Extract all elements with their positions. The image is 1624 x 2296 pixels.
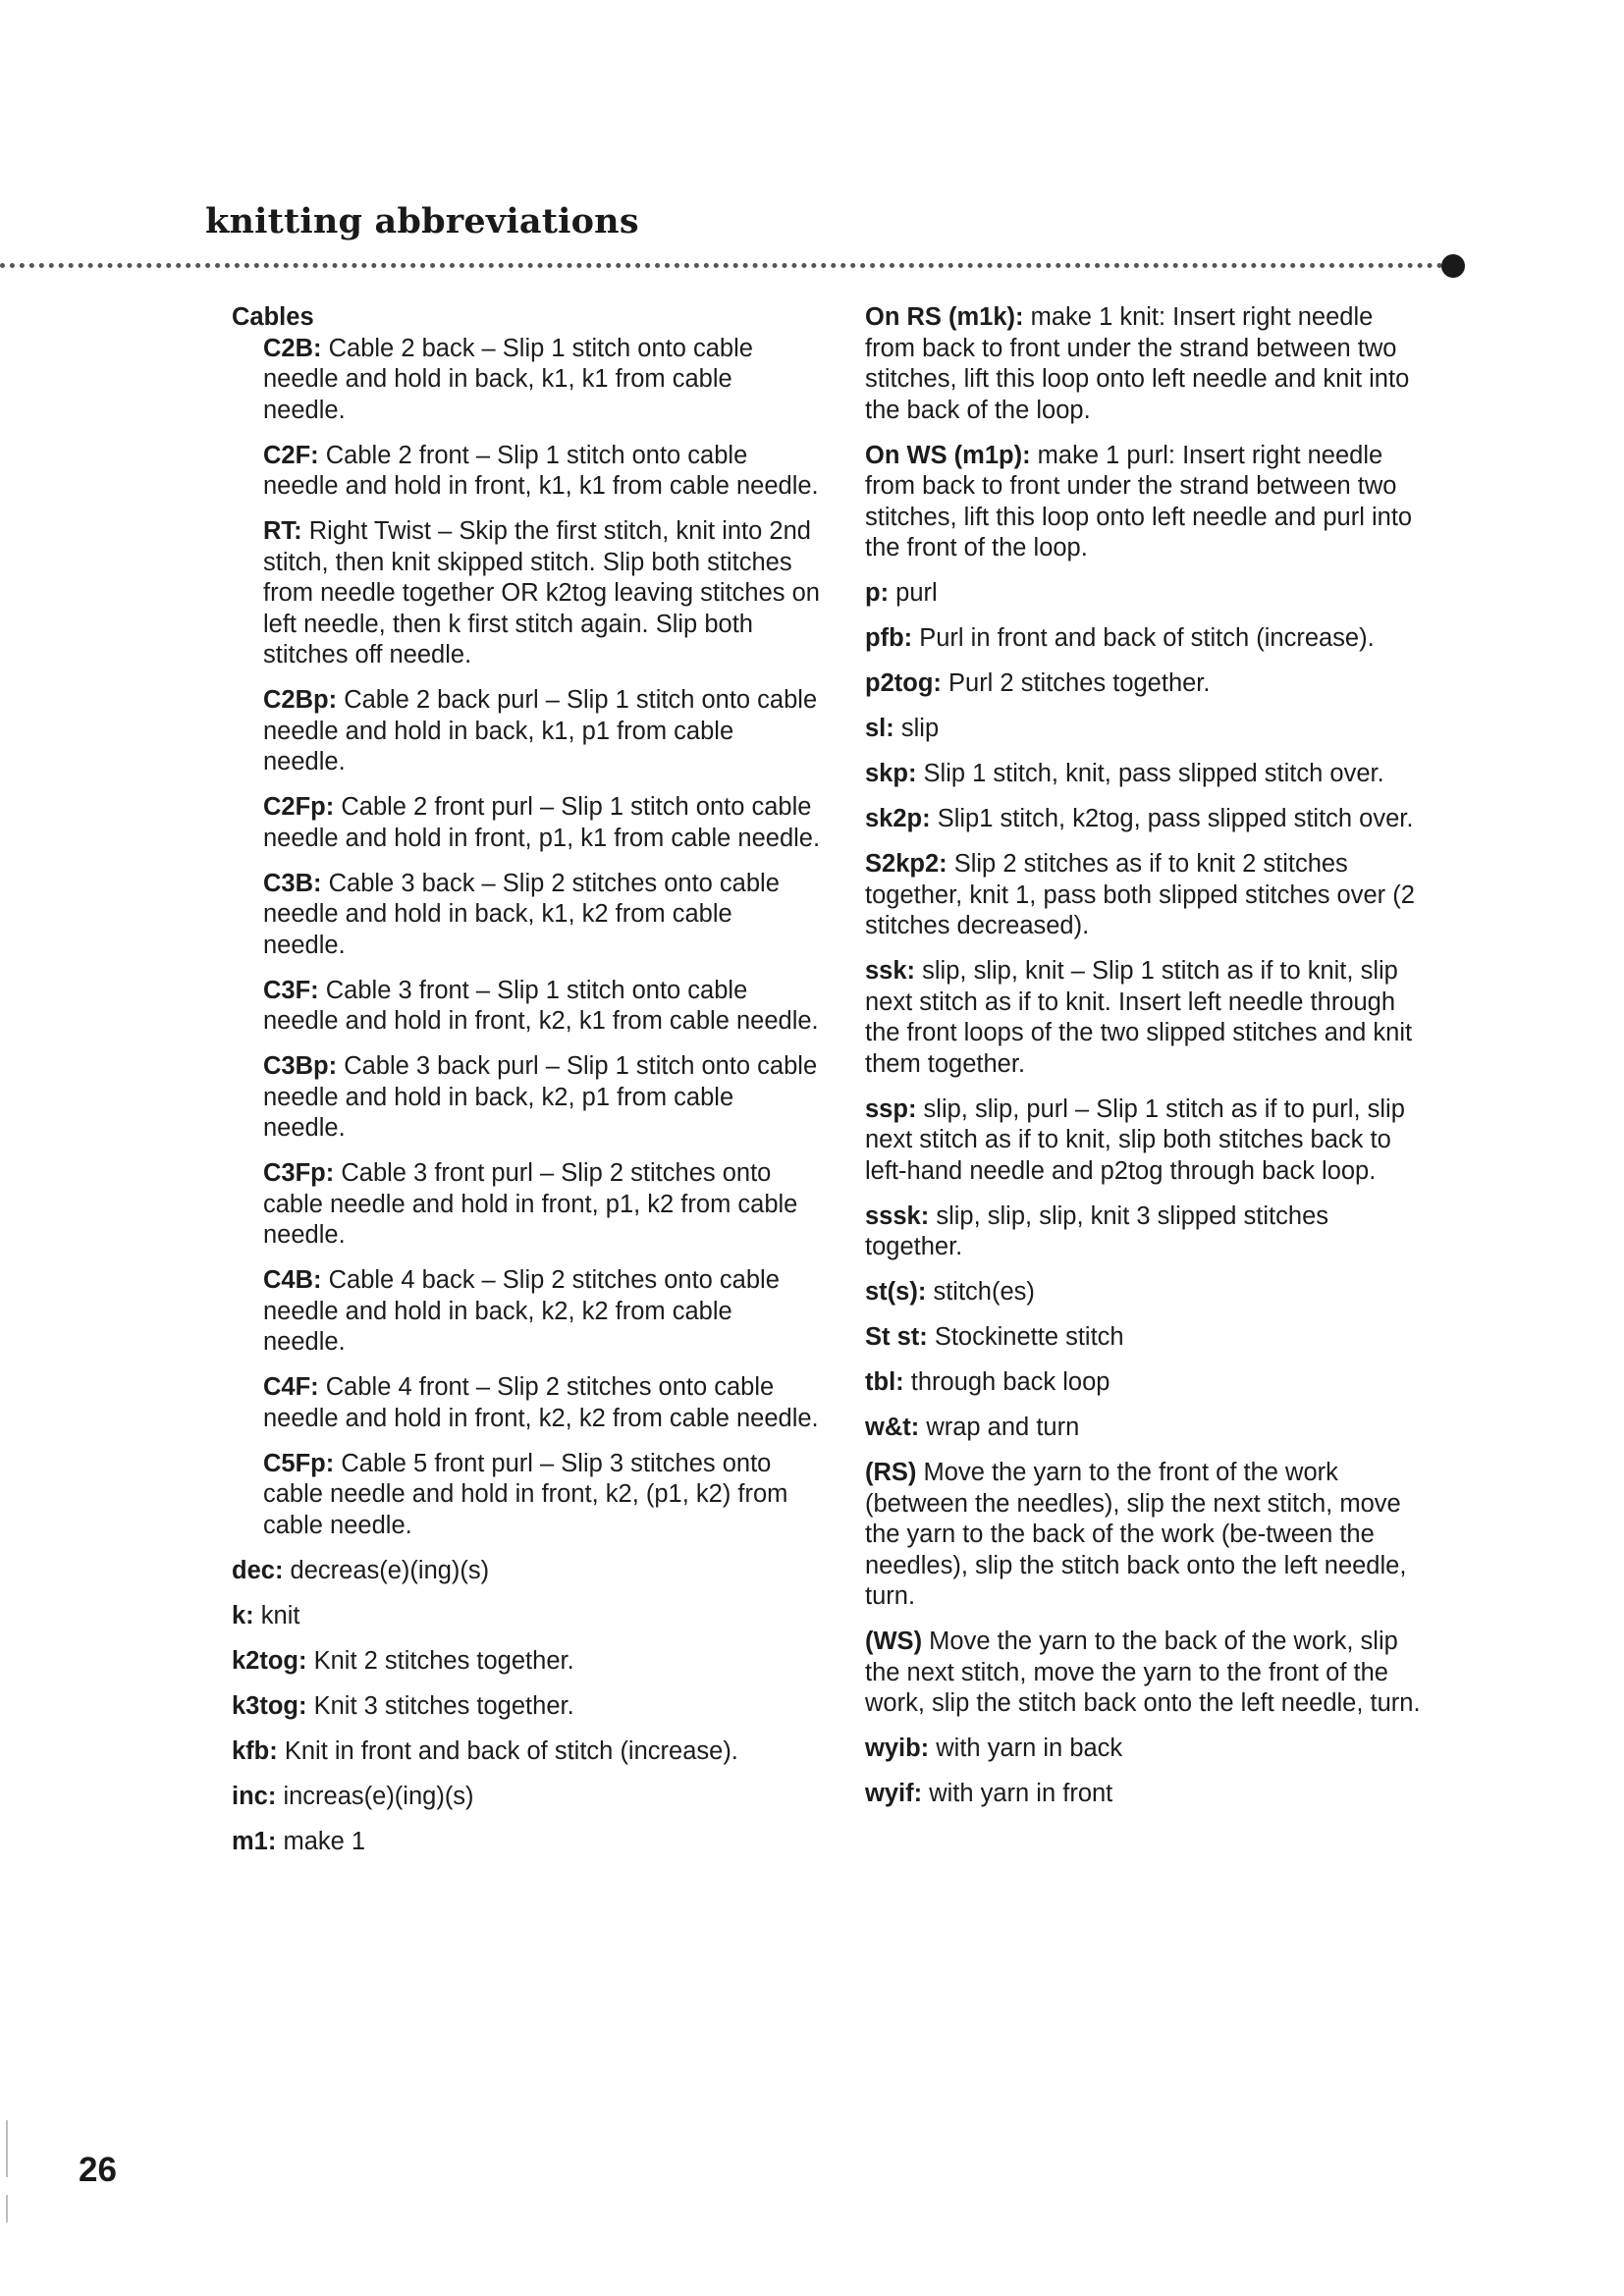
abbreviation-term: k3tog: [232, 1691, 307, 1720]
divider-end-dot [1441, 254, 1465, 278]
abbreviation-entry [865, 849, 1430, 942]
abbreviation-term: C2Bp: [263, 686, 338, 714]
abbreviation-definition: with yarn in back [936, 1735, 1123, 1762]
abbreviation-entry [263, 1265, 821, 1359]
abbreviation-entry [865, 578, 1430, 610]
abbreviation-entry [865, 1458, 1430, 1613]
abbreviation-definition: slip, slip, purl – Slip 1 stitch as if to purl, slip next stitch as if to knit, slip both stitches back to left-hand needle and p2tog through back loop. [865, 1095, 1405, 1185]
abbreviation-entry [263, 1449, 821, 1542]
abbreviation-definition: wrap and turn [926, 1414, 1080, 1441]
abbreviation-entry [263, 1158, 821, 1252]
abbreviation-term: k2tog: [232, 1646, 307, 1675]
abbreviation-term: (WS) [865, 1628, 923, 1655]
abbreviation-definition: Cable 4 back – Slip 2 stitches onto cable needle and hold in back, k2, k2 from cable needle. [263, 1266, 780, 1356]
left-column [232, 302, 821, 1872]
abbreviation-term: p: [865, 579, 890, 607]
abbreviation-entry [865, 1627, 1430, 1720]
abbreviation-term: RT: [263, 517, 302, 545]
abbreviation-term: sl: [865, 715, 894, 742]
abbreviation-definition: Purl in front and back of stitch (increase). [919, 624, 1375, 652]
abbreviation-definition: Knit 3 stitches together. [313, 1691, 574, 1720]
right-column [865, 302, 1430, 1824]
abbreviation-term: C5Fp: [263, 1449, 335, 1477]
abbreviation-entry [865, 1201, 1430, 1263]
abbreviation-definition: Right Twist – Skip the first stitch, knit into 2nd stitch, then knit skipped stitch. Slip both stitches from needle together OR k2tog leaving stitches on left needle, then k first stitch again. Slip both stitches off needle. [263, 517, 820, 668]
abbreviation-definition: Purl 2 stitches together. [948, 669, 1211, 697]
abbreviation-entry [865, 668, 1430, 700]
abbreviation-term: dec: [232, 1556, 284, 1584]
abbreviation-entry [263, 1372, 821, 1434]
abbreviation-entry [263, 976, 821, 1038]
abbreviation-term: On RS (m1k): [865, 303, 1024, 331]
dotted-divider [0, 263, 1443, 268]
abbreviation-definition: Knit in front and back of stitch (increase). [284, 1736, 738, 1765]
abbreviation-entry [263, 441, 821, 503]
abbreviation-definition: increas(e)(ing)(s) [283, 1782, 474, 1810]
abbreviation-term: ssk: [865, 957, 916, 985]
abbreviation-definition: Slip 2 stitches as if to knit 2 stitches together, knit 1, pass both slipped stitches over (2 stitches decreased). [865, 850, 1415, 939]
abbreviation-term: pfb: [865, 624, 913, 652]
abbreviation-definition: Cable 3 front purl – Slip 2 stitches onto cable needle and hold in front, p1, k2 from cable needle. [263, 1159, 798, 1249]
abbreviation-term: wyib: [865, 1735, 930, 1762]
abbreviation-definition: Cable 5 front purl – Slip 3 stitches onto cable needle and hold in front, k2, (p1, k2) from cable needle. [263, 1449, 788, 1539]
abbreviation-definition: Cable 3 front – Slip 1 stitch onto cable needle and hold in front, k2, k1 from cable needle. [263, 976, 819, 1035]
abbreviation-term: tbl: [865, 1368, 904, 1396]
abbreviation-definition: knit [260, 1601, 300, 1629]
abbreviation-entry [232, 1736, 821, 1768]
abbreviation-definition: purl [895, 579, 938, 607]
page-number: 26 [79, 2151, 117, 2189]
abbreviation-entry [865, 1322, 1430, 1354]
abbreviation-entry [232, 1827, 821, 1858]
abbreviation-entry [263, 869, 821, 962]
abbreviation-term: C2F: [263, 441, 319, 469]
abbreviation-definition: Slip1 stitch, k2tog, pass slipped stitch over. [937, 805, 1414, 832]
abbreviation-entry [865, 1367, 1430, 1399]
abbreviation-definition: through back loop [910, 1368, 1110, 1396]
abbreviation-entry [865, 441, 1430, 564]
abbreviation-term: C4F: [263, 1373, 319, 1401]
abbreviation-definition: stitch(es) [933, 1278, 1035, 1306]
abbreviation-entry [865, 302, 1430, 426]
abbreviation-definition: Cable 2 back – Slip 1 stitch onto cable needle and hold in back, k1, k1 from cable needle. [263, 334, 753, 424]
abbreviation-definition: Move the yarn to the front of the work (between the needles), slip the next stitch, move the yarn to the back of the work (be-tween the needles), slip the stitch back onto the left needle, turn. [865, 1459, 1407, 1610]
abbreviation-entry [232, 1691, 821, 1723]
abbreviation-definition: make 1 [283, 1827, 366, 1855]
abbreviation-term: C4B: [263, 1266, 322, 1294]
abbreviation-term: k: [232, 1601, 254, 1629]
abbreviation-term: (RS) [865, 1459, 917, 1486]
abbreviation-term: C3F: [263, 976, 319, 1004]
abbreviation-entry [865, 956, 1430, 1080]
abbreviation-entry [865, 1277, 1430, 1308]
abbreviation-definition: slip, slip, knit – Slip 1 stitch as if to knit, slip next stitch as if to knit. Insert left needle through the front loops of the two slipped stitches and knit them together. [865, 957, 1413, 1078]
abbreviation-definition: Knit 2 stitches together. [313, 1646, 574, 1675]
abbreviation-entry [865, 1779, 1430, 1810]
abbreviation-term: On WS (m1p): [865, 441, 1031, 469]
abbreviation-term: wyif: [865, 1780, 923, 1807]
abbreviation-entry [263, 685, 821, 778]
abbreviation-definition: make 1 knit: Insert right needle from back to front under the strand between two stitches, lift this loop onto left needle and knit into the back of the loop. [865, 303, 1410, 424]
abbreviation-entry [232, 1556, 821, 1587]
abbreviation-term: w&t: [865, 1414, 920, 1441]
abbreviation-entry [263, 1051, 821, 1145]
abbreviation-entry [865, 623, 1430, 655]
abbreviation-entry [865, 759, 1430, 790]
abbreviation-entry [263, 516, 821, 671]
abbreviation-term: sssk: [865, 1201, 930, 1230]
abbreviation-term: S2kp2: [865, 850, 947, 878]
abbreviation-definition: Move the yarn to the back of the work, slip the next stitch, move the yarn to the front of the work, slip the stitch back onto the left needle, turn. [865, 1628, 1421, 1717]
abbreviation-entry [865, 1734, 1430, 1765]
abbreviation-term: skp: [865, 760, 917, 787]
abbreviation-definition: Cable 3 back – Slip 2 stitches onto cable needle and hold in back, k1, k2 from cable needle. [263, 869, 780, 959]
abbreviation-entry [865, 714, 1430, 745]
abbreviation-entry [865, 1095, 1430, 1188]
abbreviation-definition: Cable 2 front – Slip 1 stitch onto cable needle and hold in front, k1, k1 from cable needle. [263, 441, 819, 500]
scan-margin-line [6, 2195, 8, 2222]
abbreviation-term: st(s): [865, 1278, 927, 1306]
abbreviation-term: inc: [232, 1782, 277, 1810]
abbreviation-definition: slip [900, 715, 940, 742]
abbreviation-term: sk2p: [865, 805, 931, 832]
abbreviation-entry [232, 1782, 821, 1813]
abbreviation-entry [865, 1413, 1430, 1444]
abbreviation-entry [232, 1646, 821, 1678]
abbreviation-term: m1: [232, 1827, 277, 1855]
abbreviation-definition: make 1 purl: Insert right needle from back to front under the strand between two stitches, lift this loop onto left needle and purl into the front of the loop. [865, 441, 1413, 561]
abbreviation-definition: Cable 3 back purl – Slip 1 stitch onto cable needle and hold in back, k2, p1 from cable needle. [263, 1052, 818, 1142]
abbreviation-definition: Cable 4 front – Slip 2 stitches onto cable needle and hold in front, k2, k2 from cable needle. [263, 1373, 819, 1432]
abbreviation-term: kfb: [232, 1736, 278, 1765]
section-heading-cables: Cables [232, 303, 314, 331]
abbreviation-definition: decreas(e)(ing)(s) [290, 1556, 490, 1584]
abbreviation-entry [232, 1601, 821, 1632]
scan-margin-line [6, 2120, 8, 2177]
abbreviation-term: C2Fp: [263, 793, 335, 821]
abbreviation-term: St st: [865, 1323, 928, 1351]
abbreviation-entry [263, 334, 821, 427]
abbreviation-definition: Cable 2 front purl – Slip 1 stitch onto cable needle and hold in front, p1, k1 from cable needle. [263, 793, 821, 852]
abbreviation-definition: with yarn in front [929, 1780, 1113, 1807]
abbreviation-term: C2B: [263, 334, 322, 362]
abbreviation-term: ssp: [865, 1095, 917, 1123]
abbreviation-term: C3Fp: [263, 1159, 335, 1187]
abbreviation-term: C3Bp: [263, 1052, 338, 1080]
cables-list [232, 334, 821, 1542]
abbreviation-definition: Stockinette stitch [934, 1323, 1124, 1351]
page-title: knitting abbreviations [205, 201, 639, 241]
abbreviation-entry [865, 804, 1430, 835]
abbreviation-term: C3B: [263, 869, 322, 897]
abbreviation-definition: Slip 1 stitch, knit, pass slipped stitch over. [923, 760, 1384, 787]
abbreviation-definition: Cable 2 back purl – Slip 1 stitch onto cable needle and hold in back, k1, p1 from cable needle. [263, 686, 818, 775]
abbreviation-term: p2tog: [865, 669, 942, 697]
abbreviation-definition: slip, slip, slip, knit 3 slipped stitches together. [865, 1201, 1328, 1260]
abbreviation-entry [263, 792, 821, 854]
